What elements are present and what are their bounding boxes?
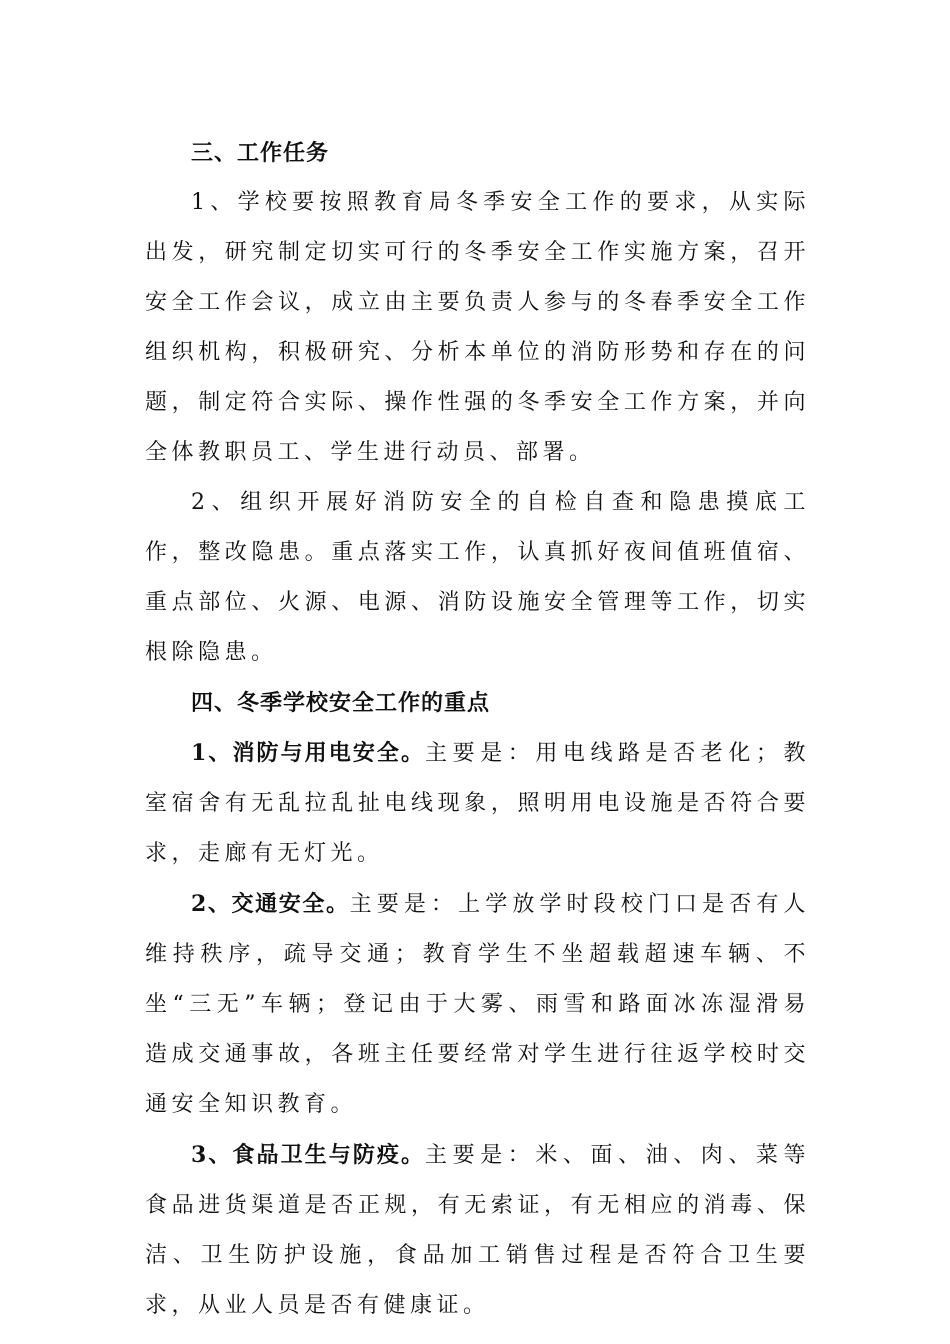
- body-food-hygiene: 主要是：米、面、油、肉、菜等食品进货渠道是否正规，有无索证，有无相应的消毒、保洁、卫生防护设施，食品加工销售过程是否符合卫生要求，从业人员是否有健康证。: [145, 1143, 810, 1318]
- section-heading-winter-safety-focus: 四、冬季学校安全工作的重点: [191, 690, 491, 716]
- lead-food-hygiene: 3、食品卫生与防疫。: [191, 1142, 426, 1168]
- document-body: [145, 128, 810, 1331]
- body-traffic-safety: 主要是：上学放学时段校门口是否有人维持秩序，疏导交通；教育学生不坐超载超速车辆、不坐“三无”车辆；登记由于大雾、雨雪和路面冰冻湿滑易造成交通事故，各班主任要经常对学生进行往返学校时交通安全知识教育。: [145, 892, 810, 1117]
- lead-fire-electrical-safety: 1、消防与用电安全。: [191, 740, 426, 766]
- paragraph-traffic-safety: [145, 879, 810, 1130]
- paragraph-food-hygiene: [145, 1130, 810, 1331]
- paragraph-task-2: 2、组织开展好消防安全的自检自查和隐患摸底工作，整改隐患。重点落实工作，认真抓好夜间值班值宿、重点部位、火源、电源、消防设施安全管理等工作，切实根除隐患。: [145, 490, 810, 665]
- lead-traffic-safety: 2、交通安全。: [191, 891, 350, 917]
- body-fire-electrical-safety: 主要是：用电线路是否老化；教室宿舍有无乱拉乱扯电线现象，照明用电设施是否符合要求，走廊有无灯光。: [145, 741, 810, 866]
- paragraph-task-1: 1、学校要按照教育局冬季安全工作的要求，从实际出发，研究制定切实可行的冬季安全工作实施方案，召开安全工作会议，成立由主要负责人参与的冬春季安全工作组织机构，积极研究、分析本单位的消防形势和存在的问题，制定符合实际、操作性强的冬季安全工作方案，并向全体教职员工、学生进行动员、部署。: [145, 190, 810, 465]
- paragraph-fire-electrical-safety: [145, 728, 810, 879]
- section-heading-work-tasks: 三、工作任务: [191, 140, 330, 166]
